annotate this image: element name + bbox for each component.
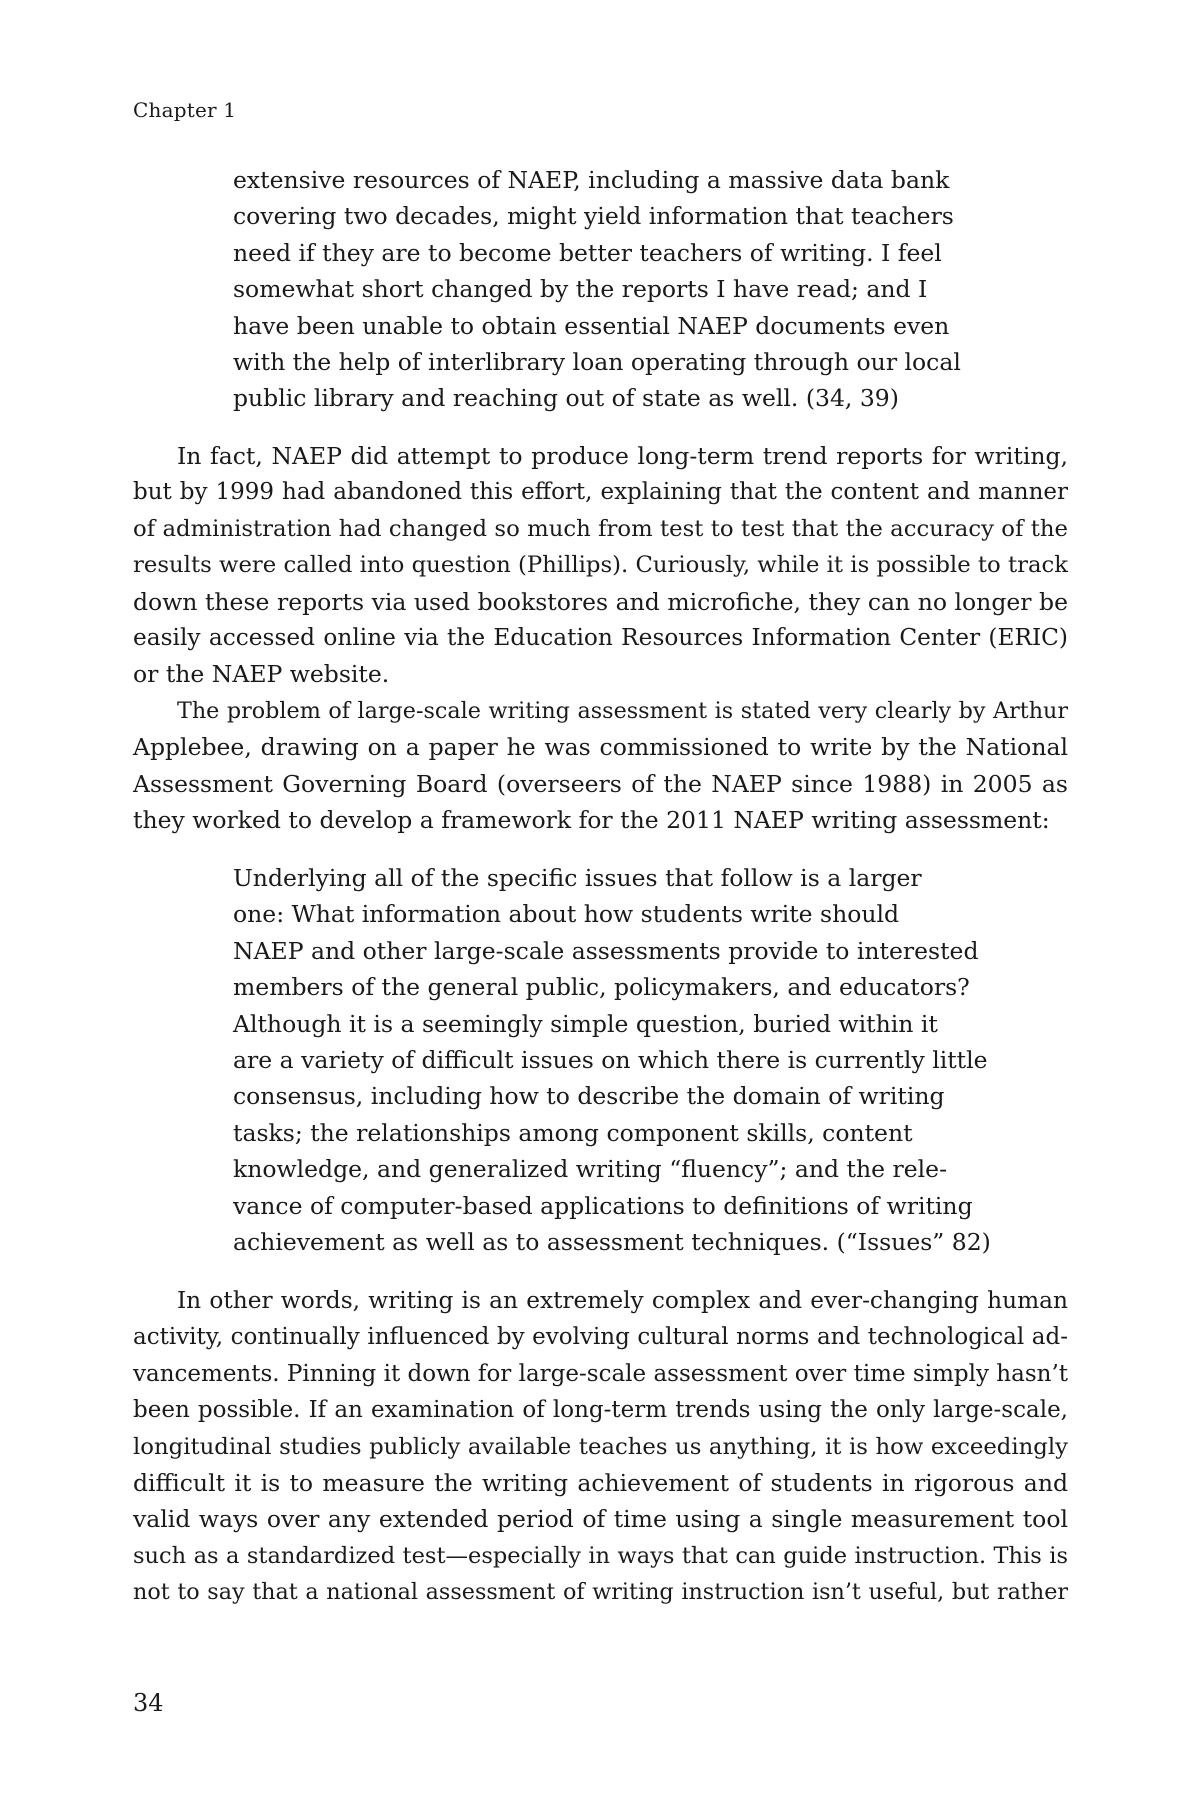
- running-head: Chapter 1: [133, 98, 237, 122]
- quote-line: consensus, including how to describe the domain of writing: [233, 1082, 945, 1111]
- paragraph-line: of administration had changed so much from test to test that the accuracy of the: [133, 515, 1068, 542]
- quote-line: are a variety of difficult issues on which there is currently little: [233, 1045, 988, 1074]
- quote-line: tasks; the relationships among component skills, content: [233, 1118, 913, 1147]
- quote-line: knowledge, and generalized writing “fluency”; and the rele-: [233, 1155, 948, 1184]
- paragraph-line: Assessment Governing Board (overseers of the NAEP since 1988) in 2005 as: [133, 769, 1068, 798]
- paragraph-line: such as a standardized test—especially in ways that can guide instruction. This is: [133, 1542, 1068, 1569]
- quote-line: Underlying all of the specific issues that follow is a larger: [233, 864, 922, 892]
- paragraph-line: or the NAEP website.: [133, 660, 390, 689]
- paragraph-line: valid ways over any extended period of time using a single measurement tool: [133, 1505, 1068, 1534]
- quote-line: members of the general public, policymakers, and educators?: [233, 973, 970, 1002]
- quote-line: NAEP and other large-scale assessments provide to interested: [233, 936, 979, 965]
- quote-line: somewhat short changed by the reports I have read; and I: [233, 275, 928, 304]
- paragraph-line: activity, continually influenced by evolving cultural norms and technological ad-: [133, 1324, 1068, 1351]
- paragraph-line: they worked to develop a framework for the 2011 NAEP writing assessment:: [133, 806, 1050, 835]
- paragraph-line: been possible. If an examination of long-term trends using the only large-scale,: [133, 1397, 1068, 1424]
- paragraph-line: vancements. Pinning it down for large-scale assessment over time simply hasn’t: [133, 1360, 1068, 1387]
- quote-line: one: What information about how students write should: [233, 900, 900, 929]
- quote-line: need if they are to become better teachers of writing. I feel: [233, 238, 942, 267]
- quote-line: Although it is a seemingly simple question, buried within it: [233, 1009, 938, 1038]
- paragraph-line: difficult it is to measure the writing achievement of students in rigorous and: [133, 1468, 1068, 1497]
- paragraph-line: The problem of large-scale writing assessment is stated very clearly by Arthur: [177, 698, 1068, 724]
- paragraph-line: In fact, NAEP did attempt to produce long-term trend reports for writing,: [177, 442, 1068, 470]
- paragraph-line: Applebee, drawing on a paper he was commissioned to write by the National: [133, 733, 1068, 762]
- paragraph-line: results were called into question (Phillips). Curiously, while it is possible to track: [133, 552, 1069, 579]
- quote-line: vance of computer-based applications to definitions of writing: [233, 1191, 973, 1220]
- paragraph-naep-trend-reports: [133, 438, 1068, 693]
- paragraph-line: longitudinal studies publicly available teaches us anything, it is how exceedingly: [133, 1433, 1068, 1460]
- paragraph-line: In other words, writing is an extremely complex and ever-changing human: [177, 1287, 1068, 1314]
- paragraph-line: not to say that a national assessment of writing instruction isn’t useful, but rather: [133, 1579, 1068, 1606]
- block-quote-applebee: [233, 860, 993, 1260]
- quote-line: have been unable to obtain essential NAEP documents even: [233, 311, 950, 340]
- paragraph-in-other-words: [133, 1283, 1068, 1611]
- paragraph-line: easily accessed online via the Education Resources Information Center (ERIC): [133, 623, 1068, 651]
- page-number: 34: [133, 1689, 164, 1717]
- paragraph-line: but by 1999 had abandoned this effort, explaining that the content and manner: [133, 479, 1068, 506]
- quote-line: covering two decades, might yield information that teachers: [233, 202, 954, 231]
- paragraph-applebee: [133, 693, 1068, 839]
- block-quote-continuation: [233, 162, 993, 417]
- quote-line: achievement as well as to assessment techniques. (“Issues” 82): [233, 1227, 991, 1256]
- paragraph-line: down these reports via used bookstores and microfiche, they can no longer be: [133, 587, 1068, 616]
- quote-line: public library and reaching out of state as well. (34, 39): [233, 384, 899, 413]
- quote-line: with the help of interlibrary loan operating through our local: [233, 347, 961, 376]
- quote-line: extensive resources of NAEP, including a massive data bank: [233, 166, 950, 194]
